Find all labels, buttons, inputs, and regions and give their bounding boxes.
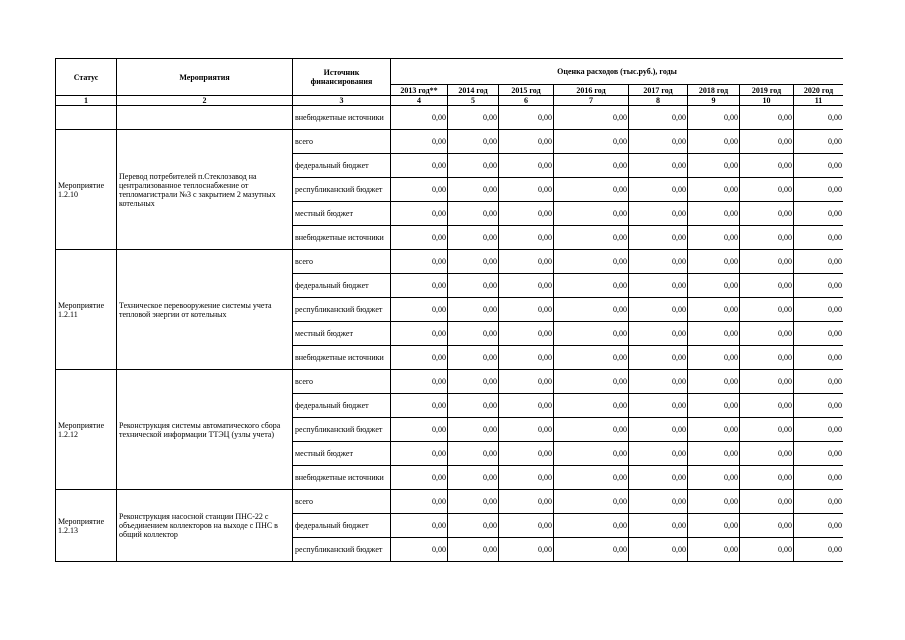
expense-value-cell: 0,00 bbox=[629, 154, 688, 178]
expense-value-cell: 0,00 bbox=[499, 274, 554, 298]
expense-value-cell: 0,00 bbox=[499, 514, 554, 538]
expense-value-cell: 0,00 bbox=[794, 106, 844, 130]
expense-value-cell: 0,00 bbox=[448, 442, 499, 466]
expense-value-cell: 0,00 bbox=[629, 106, 688, 130]
expense-value-cell: 0,00 bbox=[688, 250, 740, 274]
expense-value-cell: 0,00 bbox=[391, 418, 448, 442]
expense-value-cell: 0,00 bbox=[740, 394, 794, 418]
event-description-cell: Перевод потребителей п.Стеклозавод на централизованное теплоснабжение от тепломагистрали №3 с закрытием 2 мазутных котельных bbox=[117, 130, 293, 250]
expense-value-cell: 0,00 bbox=[740, 370, 794, 394]
budget-table-page bbox=[55, 58, 843, 565]
expense-value-cell: 0,00 bbox=[448, 106, 499, 130]
header-year: 2014 год bbox=[448, 85, 499, 96]
header-status: Статус bbox=[56, 59, 117, 96]
expense-value-cell: 0,00 bbox=[554, 346, 629, 370]
expense-value-cell: 0,00 bbox=[499, 394, 554, 418]
expense-value-cell: 0,00 bbox=[391, 106, 448, 130]
expense-value-cell: 0,00 bbox=[688, 418, 740, 442]
expense-value-cell: 0,00 bbox=[794, 322, 844, 346]
expense-value-cell: 0,00 bbox=[740, 274, 794, 298]
expense-value-cell: 0,00 bbox=[629, 538, 688, 562]
table-row bbox=[56, 106, 844, 130]
expense-value-cell: 0,00 bbox=[794, 370, 844, 394]
expense-value-cell: 0,00 bbox=[794, 202, 844, 226]
expense-value-cell: 0,00 bbox=[629, 490, 688, 514]
expense-value-cell: 0,00 bbox=[629, 178, 688, 202]
column-numbers-row bbox=[56, 96, 844, 106]
column-number: 1 bbox=[56, 96, 117, 106]
expense-value-cell: 0,00 bbox=[688, 346, 740, 370]
expense-value-cell: 0,00 bbox=[629, 202, 688, 226]
expense-value-cell: 0,00 bbox=[554, 466, 629, 490]
expense-value-cell: 0,00 bbox=[448, 250, 499, 274]
expense-value-cell: 0,00 bbox=[740, 106, 794, 130]
event-description-cell: Реконструкция системы автоматического сбора технической информации ТТЭЦ (узлы учета) bbox=[117, 370, 293, 490]
expense-value-cell: 0,00 bbox=[499, 226, 554, 250]
expense-value-cell: 0,00 bbox=[629, 274, 688, 298]
funding-source-cell: федеральный бюджет bbox=[293, 154, 391, 178]
expense-value-cell: 0,00 bbox=[448, 130, 499, 154]
expense-value-cell: 0,00 bbox=[391, 466, 448, 490]
expense-value-cell: 0,00 bbox=[391, 322, 448, 346]
expense-value-cell: 0,00 bbox=[629, 370, 688, 394]
expense-value-cell: 0,00 bbox=[499, 370, 554, 394]
expense-value-cell: 0,00 bbox=[794, 250, 844, 274]
header-event: Мероприятия bbox=[117, 59, 293, 96]
budget-table bbox=[55, 58, 843, 562]
funding-source-cell: республиканский бюджет bbox=[293, 538, 391, 562]
expense-value-cell: 0,00 bbox=[391, 202, 448, 226]
table-row bbox=[56, 250, 844, 274]
funding-source-cell: всего bbox=[293, 250, 391, 274]
expense-value-cell: 0,00 bbox=[499, 346, 554, 370]
expense-value-cell: 0,00 bbox=[499, 202, 554, 226]
funding-source-cell: местный бюджет bbox=[293, 202, 391, 226]
expense-value-cell: 0,00 bbox=[740, 130, 794, 154]
expense-value-cell: 0,00 bbox=[554, 322, 629, 346]
expense-value-cell: 0,00 bbox=[688, 274, 740, 298]
expense-value-cell: 0,00 bbox=[794, 466, 844, 490]
expense-value-cell: 0,00 bbox=[448, 466, 499, 490]
expense-value-cell: 0,00 bbox=[554, 154, 629, 178]
expense-value-cell: 0,00 bbox=[629, 442, 688, 466]
expense-value-cell: 0,00 bbox=[554, 514, 629, 538]
column-number: 8 bbox=[629, 96, 688, 106]
expense-value-cell: 0,00 bbox=[688, 322, 740, 346]
funding-source-cell: местный бюджет bbox=[293, 322, 391, 346]
expense-value-cell: 0,00 bbox=[448, 226, 499, 250]
expense-value-cell: 0,00 bbox=[740, 322, 794, 346]
funding-source-cell: республиканский бюджет bbox=[293, 418, 391, 442]
expense-value-cell: 0,00 bbox=[448, 394, 499, 418]
funding-source-cell: местный бюджет bbox=[293, 442, 391, 466]
event-status-cell: Мероприятие 1.2.12 bbox=[56, 370, 117, 490]
funding-source-cell: внебюджетные источники bbox=[293, 346, 391, 370]
expense-value-cell: 0,00 bbox=[688, 130, 740, 154]
expense-value-cell: 0,00 bbox=[740, 346, 794, 370]
expense-value-cell: 0,00 bbox=[448, 274, 499, 298]
event-status-cell: Мероприятие 1.2.11 bbox=[56, 250, 117, 370]
expense-value-cell: 0,00 bbox=[554, 178, 629, 202]
expense-value-cell: 0,00 bbox=[688, 370, 740, 394]
expense-value-cell: 0,00 bbox=[391, 538, 448, 562]
expense-value-cell: 0,00 bbox=[554, 130, 629, 154]
expense-value-cell: 0,00 bbox=[688, 226, 740, 250]
expense-value-cell: 0,00 bbox=[688, 538, 740, 562]
expense-value-cell: 0,00 bbox=[554, 274, 629, 298]
expense-value-cell: 0,00 bbox=[391, 130, 448, 154]
expense-value-cell: 0,00 bbox=[499, 418, 554, 442]
event-status-cell: Мероприятие 1.2.13 bbox=[56, 490, 117, 562]
empty-status-cell bbox=[56, 106, 117, 130]
expense-value-cell: 0,00 bbox=[499, 442, 554, 466]
expense-value-cell: 0,00 bbox=[629, 226, 688, 250]
header-year: 2018 год bbox=[688, 85, 740, 96]
expense-value-cell: 0,00 bbox=[740, 298, 794, 322]
expense-value-cell: 0,00 bbox=[499, 538, 554, 562]
expense-value-cell: 0,00 bbox=[794, 442, 844, 466]
expense-value-cell: 0,00 bbox=[448, 514, 499, 538]
expense-value-cell: 0,00 bbox=[688, 154, 740, 178]
header-year: 2019 год bbox=[740, 85, 794, 96]
expense-value-cell: 0,00 bbox=[391, 346, 448, 370]
header-year: 2016 год bbox=[554, 85, 629, 96]
expense-value-cell: 0,00 bbox=[688, 442, 740, 466]
expense-value-cell: 0,00 bbox=[499, 490, 554, 514]
empty-event-cell bbox=[117, 106, 293, 130]
expense-value-cell: 0,00 bbox=[448, 346, 499, 370]
expense-value-cell: 0,00 bbox=[499, 106, 554, 130]
expense-value-cell: 0,00 bbox=[740, 250, 794, 274]
expense-value-cell: 0,00 bbox=[688, 202, 740, 226]
expense-value-cell: 0,00 bbox=[794, 154, 844, 178]
column-number: 2 bbox=[117, 96, 293, 106]
expense-value-cell: 0,00 bbox=[688, 514, 740, 538]
funding-source-cell: внебюджетные источники bbox=[293, 106, 391, 130]
header-source: Источник финансирования bbox=[293, 59, 391, 96]
expense-value-cell: 0,00 bbox=[794, 226, 844, 250]
expense-value-cell: 0,00 bbox=[740, 442, 794, 466]
expense-value-cell: 0,00 bbox=[554, 202, 629, 226]
funding-source-cell: республиканский бюджет bbox=[293, 298, 391, 322]
expense-value-cell: 0,00 bbox=[629, 250, 688, 274]
funding-source-cell: всего bbox=[293, 130, 391, 154]
column-number: 4 bbox=[391, 96, 448, 106]
expense-value-cell: 0,00 bbox=[391, 178, 448, 202]
expense-value-cell: 0,00 bbox=[688, 394, 740, 418]
expense-value-cell: 0,00 bbox=[554, 538, 629, 562]
expense-value-cell: 0,00 bbox=[794, 538, 844, 562]
table-row bbox=[56, 370, 844, 394]
expense-value-cell: 0,00 bbox=[554, 370, 629, 394]
expense-value-cell: 0,00 bbox=[688, 298, 740, 322]
expense-value-cell: 0,00 bbox=[448, 370, 499, 394]
header-year: 2013 год** bbox=[391, 85, 448, 96]
expense-value-cell: 0,00 bbox=[448, 154, 499, 178]
expense-value-cell: 0,00 bbox=[740, 202, 794, 226]
expense-value-cell: 0,00 bbox=[740, 154, 794, 178]
funding-source-cell: федеральный бюджет bbox=[293, 274, 391, 298]
column-number: 7 bbox=[554, 96, 629, 106]
column-number: 3 bbox=[293, 96, 391, 106]
expense-value-cell: 0,00 bbox=[629, 514, 688, 538]
event-description-cell: Техническое перевооружение системы учета тепловой энергии от котельных bbox=[117, 250, 293, 370]
header-expenses: Оценка расходов (тыс.руб.), годы bbox=[391, 59, 844, 85]
expense-value-cell: 0,00 bbox=[629, 322, 688, 346]
expense-value-cell: 0,00 bbox=[554, 250, 629, 274]
funding-source-cell: республиканский бюджет bbox=[293, 178, 391, 202]
expense-value-cell: 0,00 bbox=[629, 394, 688, 418]
expense-value-cell: 0,00 bbox=[794, 490, 844, 514]
expense-value-cell: 0,00 bbox=[794, 346, 844, 370]
expense-value-cell: 0,00 bbox=[499, 154, 554, 178]
expense-value-cell: 0,00 bbox=[391, 442, 448, 466]
expense-value-cell: 0,00 bbox=[391, 226, 448, 250]
expense-value-cell: 0,00 bbox=[391, 370, 448, 394]
expense-value-cell: 0,00 bbox=[688, 466, 740, 490]
column-number: 6 bbox=[499, 96, 554, 106]
expense-value-cell: 0,00 bbox=[554, 418, 629, 442]
expense-value-cell: 0,00 bbox=[794, 178, 844, 202]
expense-value-cell: 0,00 bbox=[554, 442, 629, 466]
funding-source-cell: всего bbox=[293, 370, 391, 394]
header-year: 2015 год bbox=[499, 85, 554, 96]
expense-value-cell: 0,00 bbox=[499, 298, 554, 322]
expense-value-cell: 0,00 bbox=[740, 226, 794, 250]
expense-value-cell: 0,00 bbox=[448, 418, 499, 442]
column-number: 10 bbox=[740, 96, 794, 106]
expense-value-cell: 0,00 bbox=[629, 418, 688, 442]
expense-value-cell: 0,00 bbox=[448, 490, 499, 514]
expense-value-cell: 0,00 bbox=[794, 394, 844, 418]
table-row bbox=[56, 130, 844, 154]
funding-source-cell: внебюджетные источники bbox=[293, 466, 391, 490]
expense-value-cell: 0,00 bbox=[740, 466, 794, 490]
expense-value-cell: 0,00 bbox=[391, 490, 448, 514]
expense-value-cell: 0,00 bbox=[448, 538, 499, 562]
expense-value-cell: 0,00 bbox=[391, 298, 448, 322]
expense-value-cell: 0,00 bbox=[688, 106, 740, 130]
expense-value-cell: 0,00 bbox=[499, 130, 554, 154]
expense-value-cell: 0,00 bbox=[391, 274, 448, 298]
expense-value-cell: 0,00 bbox=[391, 394, 448, 418]
expense-value-cell: 0,00 bbox=[688, 178, 740, 202]
expense-value-cell: 0,00 bbox=[448, 178, 499, 202]
expense-value-cell: 0,00 bbox=[554, 106, 629, 130]
expense-value-cell: 0,00 bbox=[554, 490, 629, 514]
expense-value-cell: 0,00 bbox=[629, 466, 688, 490]
expense-value-cell: 0,00 bbox=[740, 514, 794, 538]
expense-value-cell: 0,00 bbox=[794, 298, 844, 322]
expense-value-cell: 0,00 bbox=[740, 490, 794, 514]
event-description-cell: Реконструкция насосной станции ПНС-22 с объединением коллекторов на выходе с ПНС в общий коллектор bbox=[117, 490, 293, 562]
expense-value-cell: 0,00 bbox=[391, 154, 448, 178]
column-number: 5 bbox=[448, 96, 499, 106]
expense-value-cell: 0,00 bbox=[391, 250, 448, 274]
expense-value-cell: 0,00 bbox=[448, 298, 499, 322]
expense-value-cell: 0,00 bbox=[740, 538, 794, 562]
expense-value-cell: 0,00 bbox=[499, 178, 554, 202]
column-number: 11 bbox=[794, 96, 844, 106]
expense-value-cell: 0,00 bbox=[391, 514, 448, 538]
funding-source-cell: федеральный бюджет bbox=[293, 514, 391, 538]
column-number: 9 bbox=[688, 96, 740, 106]
expense-value-cell: 0,00 bbox=[740, 418, 794, 442]
expense-value-cell: 0,00 bbox=[629, 298, 688, 322]
expense-value-cell: 0,00 bbox=[794, 514, 844, 538]
funding-source-cell: всего bbox=[293, 490, 391, 514]
event-status-cell: Мероприятие 1.2.10 bbox=[56, 130, 117, 250]
expense-value-cell: 0,00 bbox=[629, 346, 688, 370]
expense-value-cell: 0,00 bbox=[554, 394, 629, 418]
funding-source-cell: внебюджетные источники bbox=[293, 226, 391, 250]
expense-value-cell: 0,00 bbox=[499, 250, 554, 274]
expense-value-cell: 0,00 bbox=[499, 322, 554, 346]
expense-value-cell: 0,00 bbox=[554, 226, 629, 250]
header-year: 2017 год bbox=[629, 85, 688, 96]
expense-value-cell: 0,00 bbox=[448, 202, 499, 226]
expense-value-cell: 0,00 bbox=[794, 418, 844, 442]
expense-value-cell: 0,00 bbox=[629, 130, 688, 154]
expense-value-cell: 0,00 bbox=[688, 490, 740, 514]
header-year: 2020 год bbox=[794, 85, 844, 96]
expense-value-cell: 0,00 bbox=[794, 274, 844, 298]
expense-value-cell: 0,00 bbox=[740, 178, 794, 202]
table-row bbox=[56, 490, 844, 514]
expense-value-cell: 0,00 bbox=[554, 298, 629, 322]
funding-source-cell: федеральный бюджет bbox=[293, 394, 391, 418]
expense-value-cell: 0,00 bbox=[499, 466, 554, 490]
expense-value-cell: 0,00 bbox=[448, 322, 499, 346]
expense-value-cell: 0,00 bbox=[794, 130, 844, 154]
